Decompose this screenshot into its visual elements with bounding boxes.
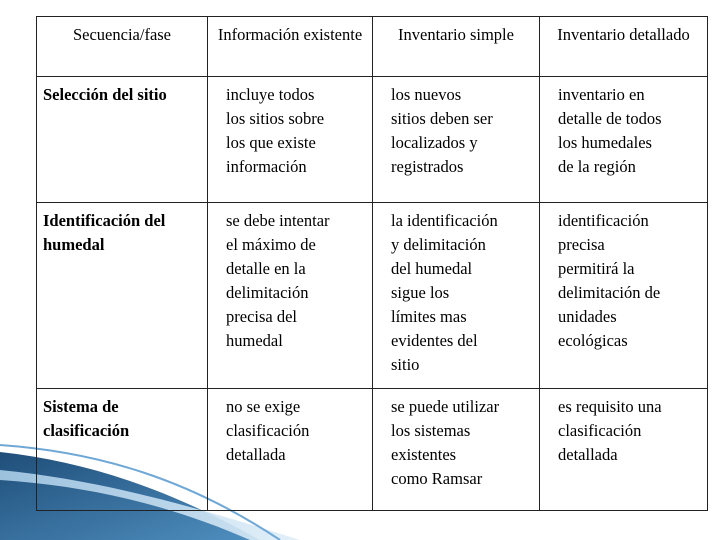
row-label: Identificación del humedal bbox=[37, 203, 208, 389]
row-label: Selección del sitio bbox=[37, 77, 208, 203]
header-informacion-existente: Información existente bbox=[208, 17, 373, 77]
table-row bbox=[37, 389, 708, 511]
table-cell: se puede utilizar los sistemas existentes como Ramsar bbox=[373, 389, 540, 511]
table-row bbox=[37, 203, 708, 389]
table-cell: se debe intentar el máximo de detalle en la delimitación precisa del humedal bbox=[208, 203, 373, 389]
table-cell: la identificación y delimitación del humedal sigue los límites mas evidentes del sitio bbox=[373, 203, 540, 389]
table-header-row bbox=[37, 17, 708, 77]
table-cell: los nuevos sitios deben ser localizados y registrados bbox=[373, 77, 540, 203]
table-cell: es requisito una clasificación detallada bbox=[540, 389, 708, 511]
header-inventario-detallado: Inventario detallado bbox=[540, 17, 708, 77]
table-cell: identificación precisa permitirá la delimitación de unidades ecológicas bbox=[540, 203, 708, 389]
header-inventario-simple: Inventario simple bbox=[373, 17, 540, 77]
table-cell: incluye todos los sitios sobre los que existe información bbox=[208, 77, 373, 203]
comparison-table bbox=[36, 16, 708, 511]
table-cell: inventario en detalle de todos los humedales de la región bbox=[540, 77, 708, 203]
header-secuencia-fase: Secuencia/fase bbox=[37, 17, 208, 77]
table-cell: no se exige clasificación detallada bbox=[208, 389, 373, 511]
table-row bbox=[37, 77, 708, 203]
row-label: Sistema de clasificación bbox=[37, 389, 208, 511]
